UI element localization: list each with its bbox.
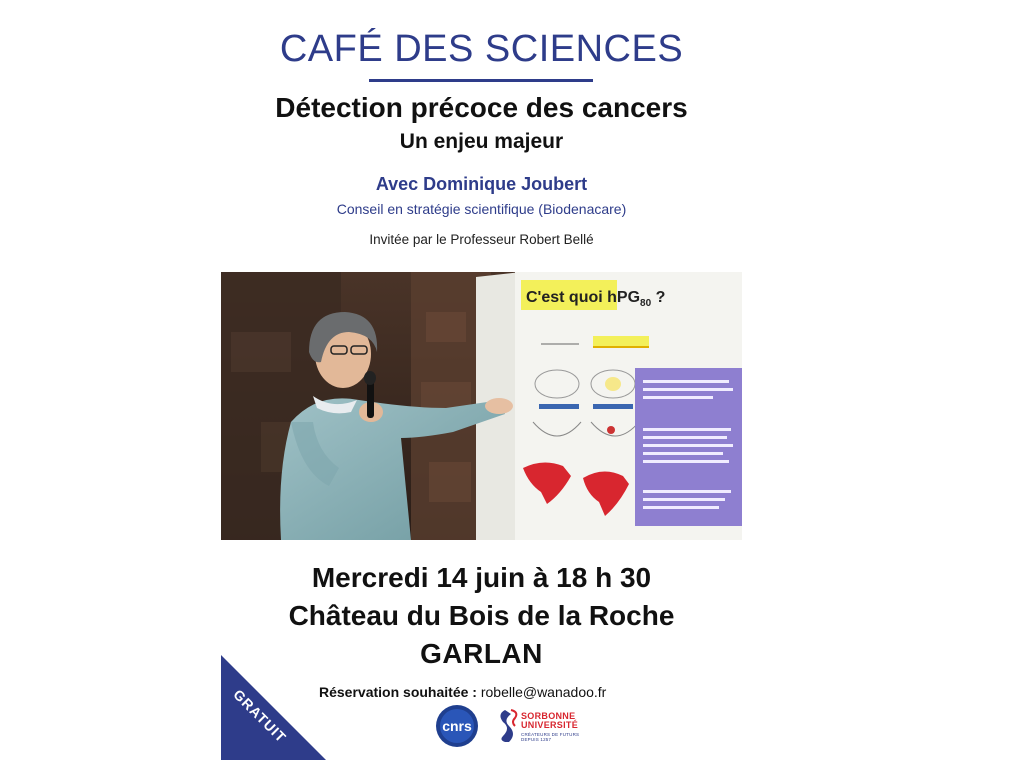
reservation-email[interactable]: robelle@wanadoo.fr — [480, 684, 607, 700]
invited-by: Invitée par le Professeur Robert Bellé — [369, 232, 594, 247]
cnrs-logo — [435, 704, 479, 748]
reservation-line — [319, 684, 606, 700]
event-poster — [221, 0, 742, 760]
sorbonne-line-2: UNIVERSITÉ — [521, 720, 579, 730]
event-town: GARLAN — [420, 638, 543, 669]
event-date: Mercredi 14 juin à 18 h 30 — [311, 562, 652, 593]
sorbonne-wordmark — [521, 712, 578, 730]
slide-heading: C'est quoi hPG — [526, 289, 641, 306]
talk-title: Détection précoce des cancers — [275, 92, 688, 123]
speaker-photo — [221, 272, 742, 540]
sorbonne-tag-1: CRÉATEURS DE FUTURS — [521, 732, 580, 737]
sorbonne-tagline — [521, 732, 579, 742]
speaker-role: Conseil en stratégie scientifique (Biodenacare) — [336, 201, 627, 217]
cnrs-logo-text: cnrs — [442, 718, 472, 734]
talk-subtitle: Un enjeu majeur — [399, 130, 564, 153]
free-badge-label: GRATUIT — [230, 686, 290, 746]
event-venue: Château du Bois de la Roche — [288, 600, 675, 631]
speaker-name: Avec Dominique Joubert — [375, 174, 588, 194]
sorbonne-tag-2: DEPUIS 1257 — [521, 737, 552, 742]
speaker-photo-illustration — [221, 272, 742, 540]
free-badge — [221, 655, 326, 760]
series-title: CAFÉ DES SCIENCES — [279, 28, 684, 70]
title-divider — [369, 79, 593, 82]
slide-heading-end: ? — [651, 289, 666, 306]
reservation-label: Réservation souhaitée : — [319, 684, 477, 700]
slide-heading-sub: 80 — [640, 298, 652, 309]
sorbonne-line-1: SORBONNE — [521, 711, 576, 721]
